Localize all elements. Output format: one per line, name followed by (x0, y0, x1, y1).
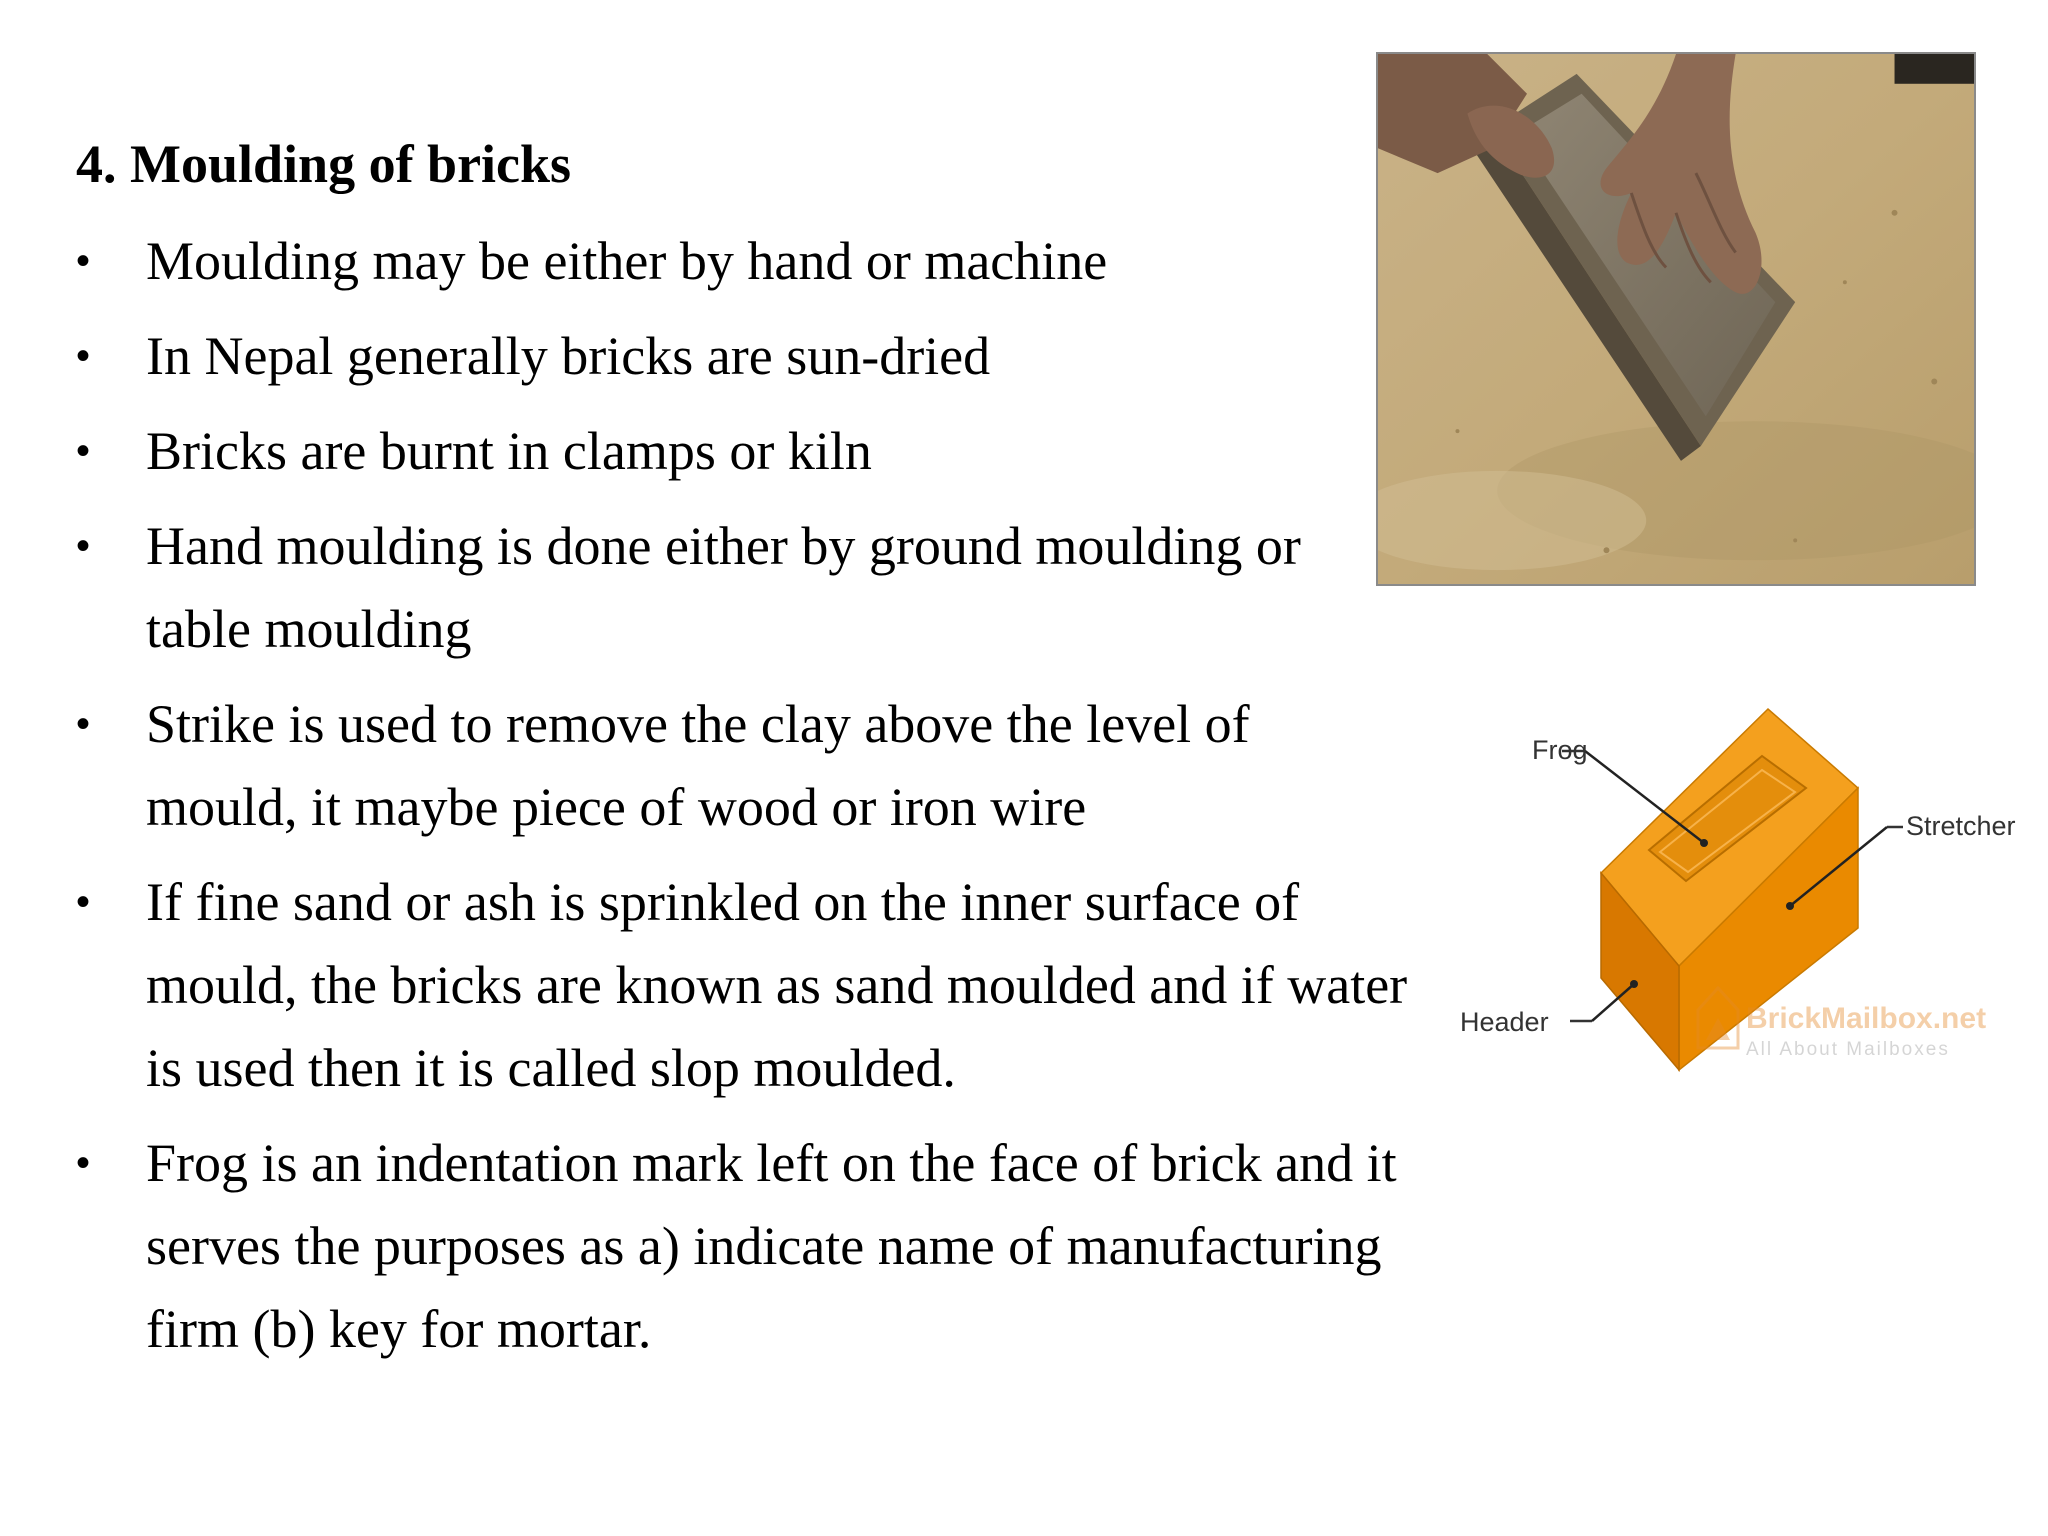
bullet-text: Hand moulding is done either by ground moulding or table moulding (146, 516, 1301, 659)
bullet-text: Frog is an indentation mark left on the face of brick and it serves the purposes as a) indicate name of manufacturing firm (b) key for mortar. (146, 1133, 1397, 1359)
header-label: Header (1460, 1007, 1549, 1037)
watermark-brand: BrickMailbox.net (1746, 1002, 1987, 1035)
watermark-tagline: All About Mailboxes (1746, 1039, 1950, 1060)
brick-moulding-photo (1376, 52, 1976, 586)
bullet-dot: • (76, 880, 91, 924)
list-item (76, 861, 1496, 1110)
frog-label: Frog (1532, 735, 1588, 765)
bullet-dot: • (76, 239, 91, 283)
list-item (76, 505, 1496, 671)
bullet-text: In Nepal generally bricks are sun-dried (146, 326, 991, 386)
bullet-dot: • (76, 702, 91, 746)
list-item (76, 315, 1496, 398)
bullet-text: Bricks are burnt in clamps or kiln (146, 421, 872, 481)
list-item (76, 410, 1496, 493)
slide-title: 4. Moulding of bricks (76, 134, 572, 194)
bullet-list (76, 220, 1496, 1383)
bullet-dot: • (76, 1141, 91, 1185)
list-item (76, 683, 1496, 849)
bullet-dot: • (76, 429, 91, 473)
list-item (76, 1122, 1496, 1371)
bullet-dot: • (76, 334, 91, 378)
bullet-text: If fine sand or ash is sprinkled on the inner surface of mould, the bricks are known as sand moulded and if water is used then it is called slop moulded. (146, 872, 1408, 1098)
bullet-text: Moulding may be either by hand or machine (146, 231, 1108, 291)
bullet-dot: • (76, 524, 91, 568)
stretcher-label: Stretcher (1906, 811, 2016, 841)
brick-diagram (1460, 700, 2040, 1100)
bullet-text: Strike is used to remove the clay above the level of mould, it maybe piece of wood or iron wire (146, 694, 1250, 837)
list-item (76, 220, 1496, 303)
